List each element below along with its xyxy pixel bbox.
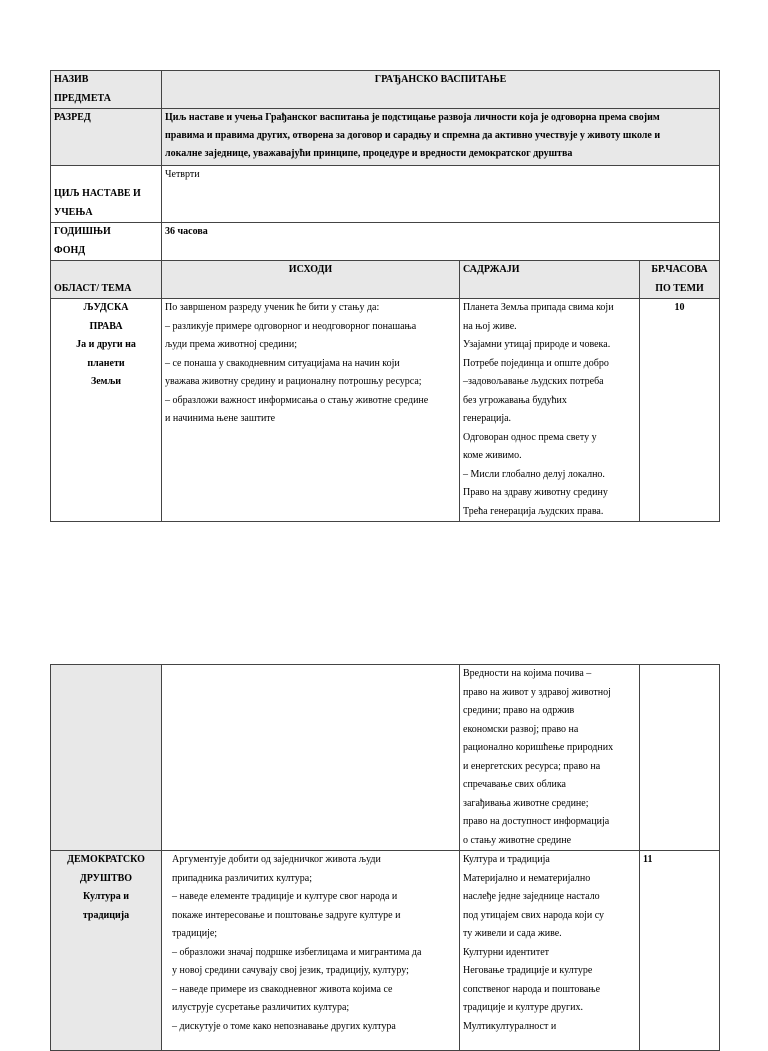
- contents-cell: Култура и традиција Материјално и нематеријално наслеђе једне заједнице настало под утицајем свих народа који су ту живели и сада живе. Културни идентитет Неговање традиције и културе сопственог народа и поштовање традиције и културе других. Мултикултуралност и: [460, 851, 640, 1051]
- subject-title: ГРАЂАНСКО ВАСПИТАЊЕ: [162, 71, 720, 109]
- hours-cell: 10: [640, 299, 720, 522]
- outcomes-cell-empty: [162, 665, 460, 851]
- header-outcomes: ИСХОДИ: [162, 261, 460, 299]
- contents-cell: Планета Земља припада свима који на њој живе. Узајамни утицај природе и човека. Потребе појединца и опште добро –задовољавање људских потреба без угрожавања будућих генерација. Одговоран однос према свету у коме живимо. – Мисли глобално делуј локално. Право на здраву животну средину Трећа генерација људских права.: [460, 299, 640, 522]
- area-cell-empty: [51, 665, 162, 851]
- curriculum-table-bottom: [50, 664, 720, 1051]
- goal-label: ЦИЉ НАСТАВЕ И УЧЕЊА: [51, 166, 162, 223]
- grade-row: [51, 109, 720, 166]
- header-hours: БР.ЧАСОВА ПО ТЕМИ: [640, 261, 720, 299]
- hours-cell: 11: [640, 851, 720, 1051]
- header-area: ОБЛАСТ/ ТЕМА: [51, 261, 162, 299]
- contents-cell: Вредности на којима почива – право на живот у здравој животној средини; право на одржив економски развој; право на рационално коришћење природних и енергетских ресурса; право на спречавање свих облика загађивања животне средине; право на доступност информација о стању животне средине: [460, 665, 640, 851]
- table-row: [51, 299, 720, 522]
- goal-row: [51, 166, 720, 223]
- hours-cell-empty: [640, 665, 720, 851]
- annual-fund-value: 36 часова: [162, 223, 720, 261]
- curriculum-table-top: [50, 70, 720, 522]
- subject-label: НАЗИВ ПРЕДМЕТА: [51, 71, 162, 109]
- table-row: [51, 665, 720, 851]
- area-cell: ЉУДСКА ПРАВА Ја и други на планети Земљи: [51, 299, 162, 522]
- table-header-row: [51, 261, 720, 299]
- annual-fund-row: [51, 223, 720, 261]
- outcomes-cell: По завршеном разреду ученик ће бити у стању да: – разликује примере одговорног и неодговорног понашања људи према животној средини; – се понаша у свакодневним ситуацијама на начин који уважава животну средину и рационалну потрошњу ресурса; – образложи важност информисања о стању животне средине и начинима њене заштите: [162, 299, 460, 522]
- outcomes-cell: Аргументује добити од заједничког живота људи припадника различитих култура; – наведе елементе традиције и културе свог народа и покаже интересовање и поштовање задруге културе и традиције; – образложи значај подршке избеглицама и мигрантима да у новој средини сачувају свој језик, традицију, културу; – наведе примере из свакодневног живота којима се илуструје сусретање различитих култура; – дискутује о томе како непознавање других култура: [162, 851, 460, 1051]
- grade-label: РАЗРЕД: [51, 109, 162, 166]
- annual-fund-label: ГОДИШЊИ ФОНД: [51, 223, 162, 261]
- goal-text: Циљ наставе и учења Грађанског васпитања је подстицање развоја личности која је одговорна према својим правима и правима других, отворена за договор и сарадњу и спремна да активно учествује у животу школе и локалне заједнице, уважавајући принципе, процедуре и вредности демократског друштва: [162, 109, 720, 166]
- header-contents: САДРЖАЈИ: [460, 261, 640, 299]
- area-cell: ДЕМОКРАТСКО ДРУШТВО Култура и традиција: [51, 851, 162, 1051]
- table-row: [51, 851, 720, 1051]
- grade-value: Четврти: [162, 166, 720, 223]
- subject-row: [51, 71, 720, 109]
